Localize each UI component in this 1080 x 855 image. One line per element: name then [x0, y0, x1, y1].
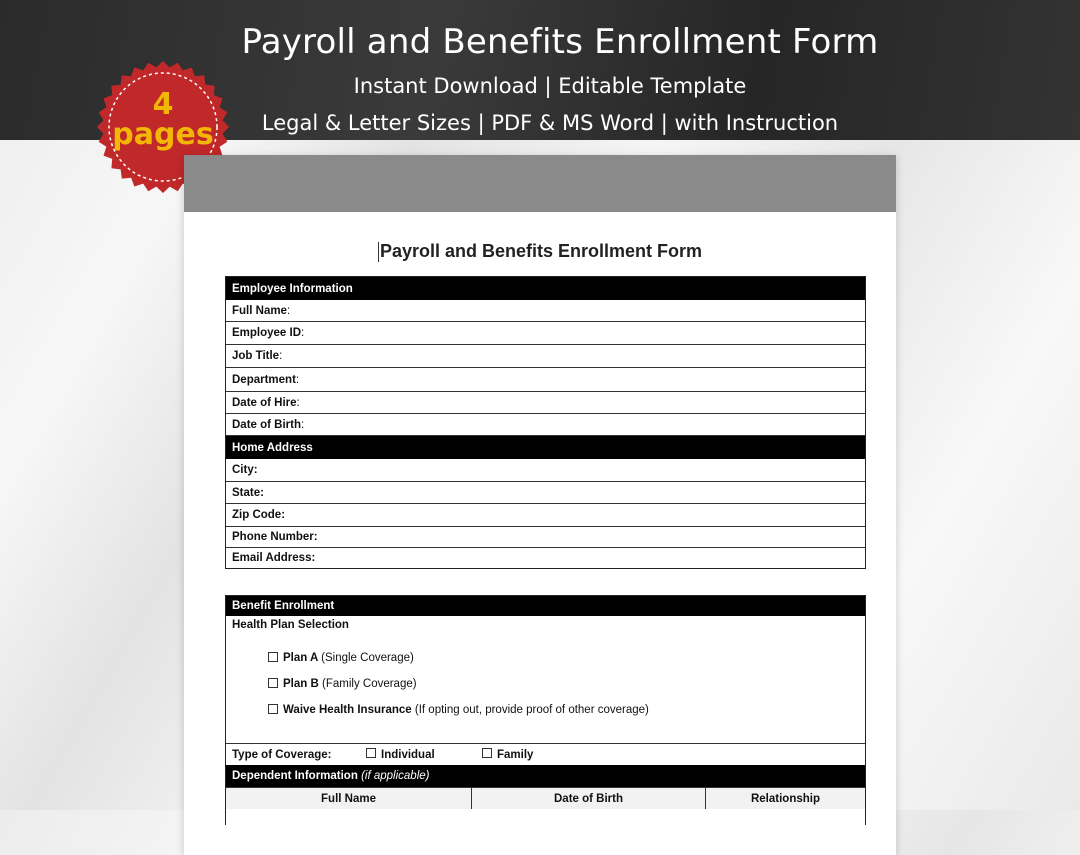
field-colon: : [296, 396, 300, 409]
field-label: Department [232, 373, 296, 386]
checkbox-icon[interactable] [268, 704, 278, 714]
option-label: Waive Health Insurance [283, 704, 412, 716]
field-date-of-hire[interactable] [226, 392, 865, 414]
field-email-address[interactable]: Email Address: [232, 552, 316, 564]
option-label: Plan B [283, 678, 319, 690]
field-zip-code[interactable]: Zip Code: [226, 504, 865, 527]
benefit-enrollment-table [225, 595, 866, 825]
employee-info-table [225, 276, 866, 569]
field-colon: : [286, 304, 291, 317]
column-date-of-birth: Date of Birth [472, 788, 706, 809]
field-colon: : [295, 373, 300, 386]
field-colon: : [301, 327, 305, 339]
coverage-option-label: Family [497, 748, 534, 761]
option-label: Plan A [283, 652, 318, 664]
field-employee-id[interactable] [226, 322, 865, 345]
option-note: (Family Coverage) [322, 678, 417, 690]
field-job-title[interactable] [226, 345, 865, 368]
dependent-section-header [226, 765, 865, 787]
employee-section-header: Employee Information [226, 277, 865, 300]
field-label: Full Name [232, 304, 287, 317]
field-label: Job Title [232, 350, 280, 362]
health-plan-subheader: Health Plan Selection [232, 619, 349, 631]
field-colon: : [301, 418, 305, 431]
dependent-header-text: Dependent Information [232, 770, 358, 782]
address-section-header: Home Address [226, 436, 865, 459]
checkbox-icon[interactable] [482, 748, 492, 758]
dependent-columns [226, 787, 865, 809]
document-page [184, 155, 896, 855]
field-phone-number[interactable]: Phone Number: [226, 527, 865, 548]
checkbox-icon[interactable] [366, 748, 376, 758]
field-state[interactable]: State: [226, 482, 865, 504]
field-colon: : [279, 350, 283, 362]
field-label: Date of Birth [232, 418, 301, 431]
field-city[interactable]: City: [226, 459, 865, 482]
benefit-section-header: Benefit Enrollment [226, 596, 865, 616]
option-waive-insurance[interactable] [226, 704, 649, 716]
field-date-of-birth[interactable] [226, 414, 865, 436]
coverage-option-label: Individual [381, 748, 435, 761]
text-cursor [378, 242, 379, 262]
field-full-name[interactable] [226, 300, 865, 322]
field-department[interactable] [226, 368, 865, 392]
option-plan-b[interactable] [226, 678, 417, 690]
document-header-bar [184, 155, 896, 212]
column-full-name: Full Name [226, 788, 472, 809]
banner-title: Payroll and Benefits Enrollment Form [241, 22, 879, 62]
coverage-type-row [226, 743, 865, 765]
column-relationship: Relationship [750, 792, 820, 805]
option-note: (Single Coverage) [321, 652, 414, 664]
document-title-text: Payroll and Benefits Enrollment Form [379, 241, 703, 261]
checkbox-icon[interactable] [268, 678, 278, 688]
coverage-label: Type of Coverage: [232, 748, 332, 761]
option-note: (If opting out, provide proof of other coverage) [414, 704, 649, 716]
coverage-option-individual[interactable] [366, 749, 482, 761]
seal-word: pages [112, 117, 214, 152]
option-plan-a[interactable] [226, 652, 414, 664]
banner-subtitle-formats: Legal & Letter Sizes | PDF & MS Word | with Instruction [261, 111, 839, 135]
seal-number: 4 [152, 87, 174, 122]
coverage-option-family[interactable] [482, 749, 533, 761]
banner-subtitle-download: Instant Download | Editable Template [353, 74, 747, 98]
health-plan-block [226, 616, 865, 743]
checkbox-icon[interactable] [268, 652, 278, 662]
document-title [184, 241, 896, 262]
field-label: Employee ID [232, 327, 302, 339]
dependent-header-note: (if applicable) [361, 770, 430, 782]
field-label: Date of Hire [232, 396, 297, 409]
